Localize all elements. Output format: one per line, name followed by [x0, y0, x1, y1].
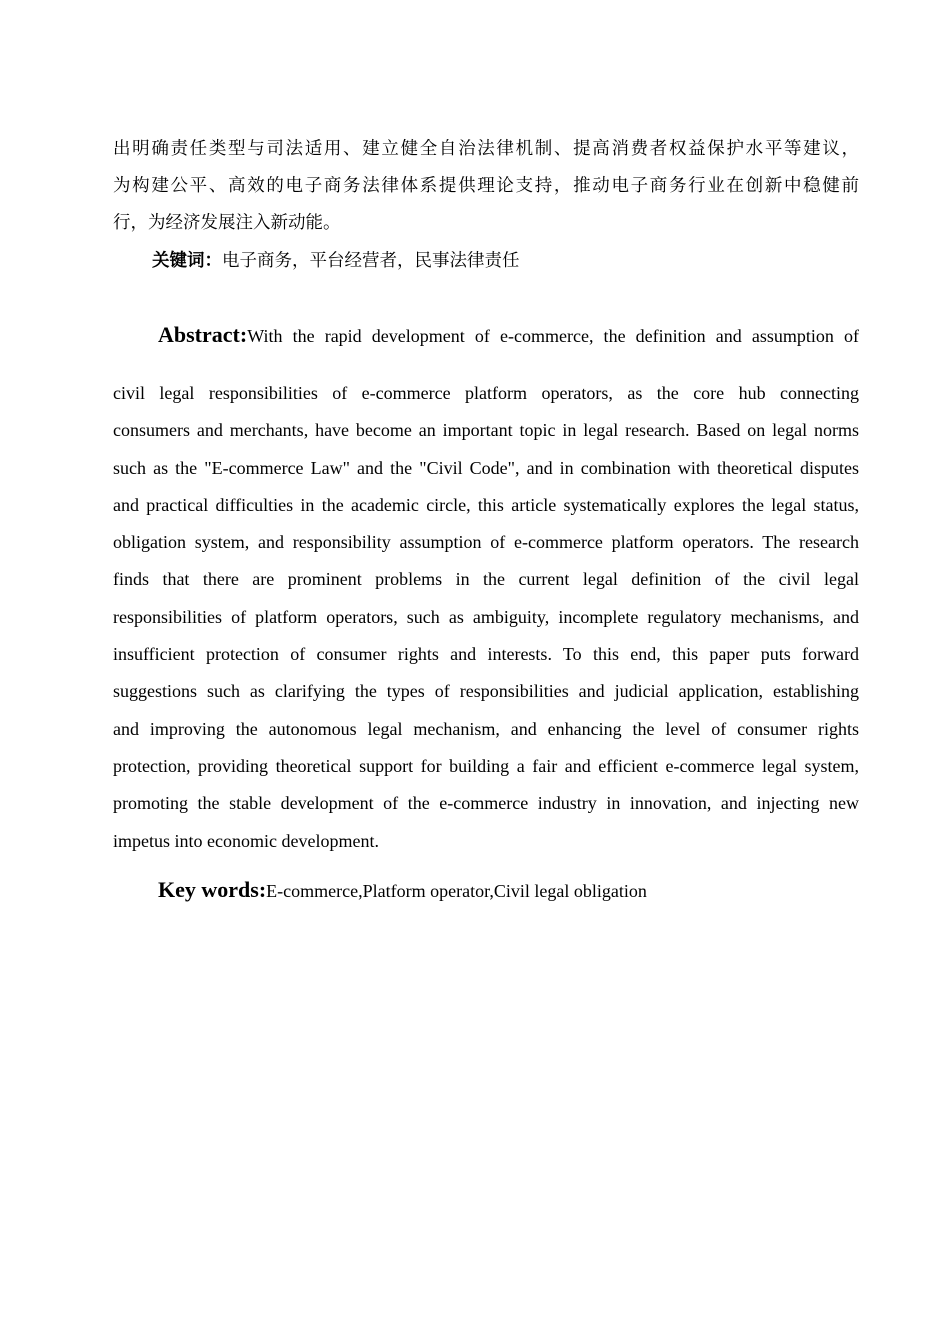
text-line: 行，为经济发展注入新动能。 [113, 213, 341, 233]
text-line: protection, providing theoretical support for building a fair and efficient e-commerce legal system, [113, 755, 859, 776]
chinese-keywords [152, 246, 520, 276]
text-line: finds that there are prominent problems in the current legal definition of the civil legal [113, 569, 859, 590]
text-line: 出明确责任类型与司法适用、建立健全自治法律机制、提高消费者权益保护水平等建议， [113, 139, 859, 159]
chinese-abstract-tail [113, 131, 859, 242]
text-line: and improving the autonomous legal mechanism, and enhancing the level of consumer rights [113, 718, 859, 739]
text-line: 为构建公平、高效的电子商务法律体系提供理论支持，推动电子商务行业在创新中稳健前 [113, 176, 859, 196]
text-line: civil legal responsibilities of e-commerce platform operators, as the core hub connecting [113, 383, 859, 403]
english-keywords-value: E-commerce,Platform operator,Civil legal obligation [266, 881, 647, 901]
text-line: insufficient protection of consumer rights and interests. To this end, this paper puts forward [113, 644, 859, 665]
text-line: With the rapid development of e-commerce, the definition and assumption of [247, 326, 859, 346]
text-line: responsibilities of platform operators, such as ambiguity, incomplete regulatory mechanisms, and [113, 606, 859, 627]
text-line: promoting the stable development of the e-commerce industry in innovation, and injecting new [113, 793, 859, 814]
text-line: impetus into economic development. [113, 830, 379, 851]
english-keywords-label: Key words: [158, 877, 267, 902]
abstract-heading: Abstract: [158, 322, 248, 347]
english-abstract [113, 322, 859, 860]
chinese-keywords-value: 电子商务，平台经营者，民事法律责任 [222, 251, 520, 271]
text-line: obligation system, and responsibility assumption of e-commerce platform operators. The research [113, 532, 859, 553]
text-line: consumers and merchants, have become an important topic in legal research. Based on legal norms [113, 420, 859, 441]
english-keywords [158, 873, 647, 908]
chinese-keywords-label: 关键词： [152, 251, 222, 271]
abstract-first-line [113, 315, 859, 355]
text-line: such as the "E-commerce Law" and the "Civil Code", and in combination with theoretical disputes [113, 457, 859, 478]
text-line: and practical difficulties in the academic circle, this article systematically explores the legal status, [113, 494, 859, 515]
text-line: suggestions such as clarifying the types of responsibilities and judicial application, establishing [113, 681, 859, 702]
